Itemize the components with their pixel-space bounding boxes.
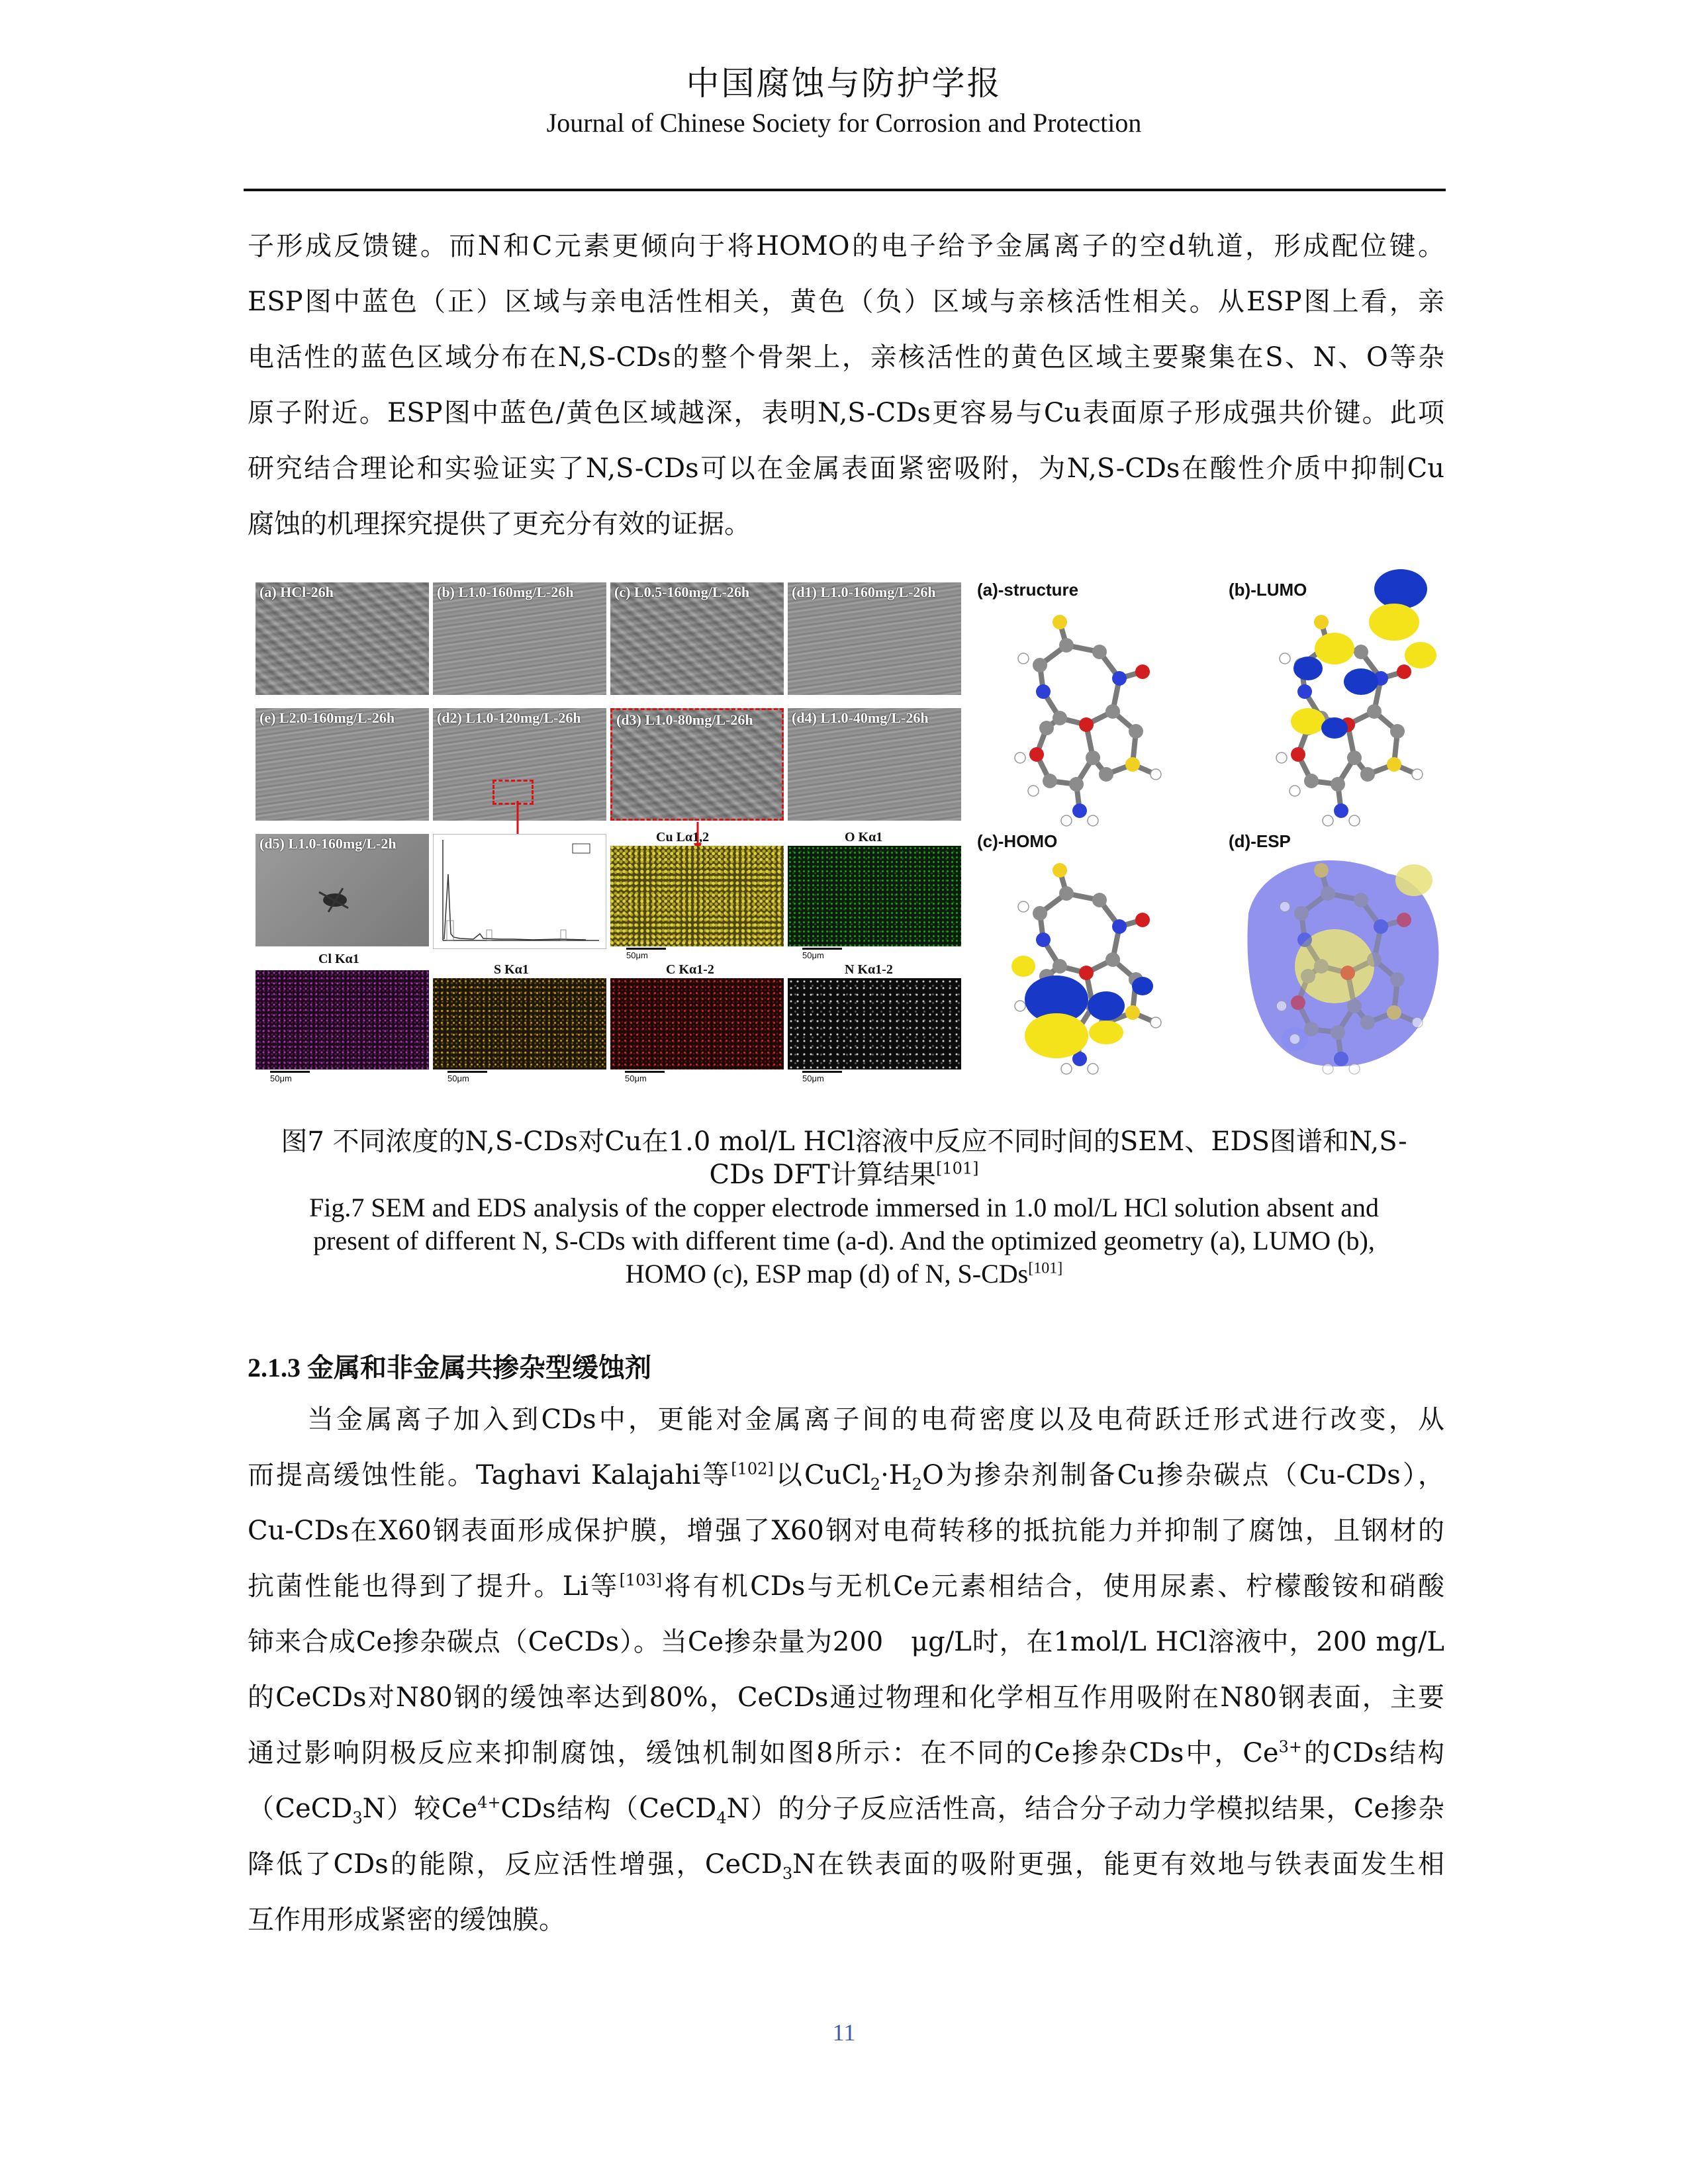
- text-line: 而提高缓蚀性能。Taghavi Kalajahi等[102]以$CuCl_2\cdot H_2O$为掺杂剂制备Cu掺杂碳点（Cu-CDs），: [248, 1459, 1444, 1494]
- text-line: 电活性的蓝色区域分布在N,S-CDs的整个骨架上，亲核活性的黄色区域主要聚集在S、N、O等杂: [248, 342, 1444, 373]
- text-line: 降低了CDs的能隙，反应活性增强，CeCD$_3$N在铁表面的吸附更强，能更有效地与铁表面发生相: [248, 1849, 1444, 1883]
- caption-en-text: HOMO (c), ESP map (d) of N, S-CDs: [625, 1259, 1029, 1289]
- caption-cn-line: 图7 不同浓度的N,S-CDs对Cu在1.0 mol/L HCl溶液中反应不同时间的SEM、EDS图谱和N,S-: [281, 1126, 1407, 1157]
- eds-spectrum: [433, 834, 606, 949]
- map-title-o: O Kα1: [845, 830, 883, 844]
- panel-label: (d5) L1.0-160mg/L-2h: [259, 835, 397, 852]
- caption-cn-text: CDs DFT计算结果: [709, 1160, 936, 1190]
- surface-defect: [256, 834, 429, 946]
- caption-en-line: [0, 1257, 1688, 1291]
- text-line: ESP图中蓝色（正）区域与亲电活性相关，黄色（负）区域与亲核活性相关。从ESP图上看，亲: [248, 287, 1444, 317]
- map-title-cl: Cl Kα1: [318, 952, 359, 966]
- text-line: 互作用形成紧密的缓蚀膜。: [248, 1905, 565, 1935]
- map-title-s: S Kα1: [494, 962, 529, 977]
- text-line: 铈来合成Ce掺杂碳点（CeCDs）。当Ce掺杂量为200 μg/L时，在1mol/L HCl溶液中，200 mg/L: [248, 1627, 1444, 1657]
- scale-bar: 50μm: [626, 948, 666, 960]
- section-heading: 2.1.3 金属和非金属共掺杂型缓蚀剂: [248, 1353, 651, 1383]
- map-title-c: C Kα1-2: [666, 962, 714, 977]
- scale-bar: 50μm: [802, 948, 842, 960]
- panel-label: (d4) L1.0-40mg/L-26h: [792, 709, 929, 726]
- citation: [102]: [731, 1459, 774, 1479]
- sem-image-d5: [256, 834, 429, 946]
- caption-reference: [101]: [1028, 1259, 1063, 1277]
- caption-en-line: Fig.7 SEM and EDS analysis of the copper electrode immersed in 1.0 mol/L HCl solution absent and: [308, 1193, 1380, 1222]
- mol-label-homo: (c)-HOMO: [977, 831, 1058, 851]
- text-line: （CeCD$_3$N）较$Ce^{4+}CDs$结构（CeCD$_4$N）的分子反应活性高，结合分子动力学模拟结果，Ce掺杂: [248, 1793, 1444, 1827]
- eds-map-cu: [610, 846, 784, 946]
- text-line: 通过影响阴极反应来抑制腐蚀，缓蚀机制如图8所示：在不同的Ce掺杂CDs中，$Ce^{3+}$的CDs结构: [248, 1737, 1444, 1768]
- page-number: 11: [832, 2019, 856, 2046]
- map-title-cu: Cu Lα1,2: [656, 830, 710, 844]
- panel-label: (b) L1.0-160mg/L-26h: [437, 584, 574, 600]
- text-line: 的CeCDs对N80钢的缓蚀率达到80%，CeCDs通过物理和化学相互作用吸附在N80钢表面，主要: [248, 1682, 1444, 1713]
- panel-label: (c) L0.5-160mg/L-26h: [614, 584, 750, 600]
- paragraph-2: [248, 1392, 1444, 1948]
- panel-label: (d3) L1.0-80mg/L-26h: [616, 711, 753, 728]
- eds-map-o: [788, 846, 961, 946]
- text-line: 当金属离子加入到CDs中，更能对金属离子间的电荷密度以及电荷跃迁形式进行改变，从: [307, 1404, 1444, 1435]
- paragraph-1: [248, 218, 1444, 552]
- molecule-homo: [1011, 863, 1161, 1074]
- caption-cn-line: [0, 1158, 1688, 1191]
- eds-map-s: [433, 978, 606, 1069]
- journal-title-cn: 中国腐蚀与防护学报: [686, 64, 1002, 103]
- journal-title-en: Journal of Chinese Society for Corrosion and Protection: [546, 108, 1142, 138]
- molecule-lumo: [1276, 569, 1436, 826]
- text-line: 研究结合理论和实验证实了N,S-CDs可以在金属表面紧密吸附，为N,S-CDs在酸性介质中抑制Cu: [248, 453, 1444, 484]
- text-line: 原子附近。ESP图中蓝色/黄色区域越深，表明N,S-CDs更容易与Cu表面原子形成强共价键。此项: [248, 398, 1444, 428]
- panel-label: (d1) L1.0-160mg/L-26h: [792, 584, 936, 600]
- mol-label-esp: (d)-ESP: [1229, 831, 1291, 851]
- caption-reference: [101]: [935, 1159, 979, 1178]
- panel-label: (d2) L1.0-120mg/L-26h: [437, 709, 581, 726]
- panel-label: (a) HCl-26h: [259, 584, 334, 600]
- header-divider: [244, 189, 1446, 191]
- text-line: Cu-CDs在X60钢表面形成保护膜，增强了X60钢对电荷转移的抵抗能力并抑制了腐蚀，且钢材的: [248, 1516, 1444, 1546]
- eds-map-n: [788, 978, 961, 1069]
- molecule-structure: [1015, 615, 1161, 826]
- text-line: 抗菌性能也得到了提升。Li等[103]将有机CDs与无机Ce元素相结合，使用尿素、柠檬酸铵和硝酸: [248, 1570, 1444, 1602]
- panel-label: (e) L2.0-160mg/L-26h: [259, 709, 395, 726]
- figure-caption: [0, 1125, 1688, 1291]
- scale-bar: 50μm: [625, 1071, 665, 1083]
- scale-bar: 50μm: [447, 1071, 487, 1083]
- molecule-esp: [1247, 860, 1438, 1074]
- eds-spectrum-plot: [434, 835, 606, 948]
- map-title-n: N Kα1-2: [845, 962, 893, 977]
- figure-7: [256, 569, 1450, 1092]
- mol-label-structure: (a)-structure: [977, 580, 1079, 600]
- eds-map-cl: [256, 970, 429, 1069]
- scale-bar: 50μm: [802, 1071, 842, 1083]
- citation: [103]: [619, 1570, 663, 1590]
- eds-map-c: [610, 978, 784, 1069]
- dft-molecule-panels: [964, 569, 1450, 1092]
- scale-bar: 50μm: [270, 1071, 310, 1083]
- mol-label-lumo: (b)-LUMO: [1229, 580, 1307, 600]
- text-line: 腐蚀的机理探究提供了更充分有效的证据。: [248, 509, 751, 539]
- caption-en-line: present of different N, S-CDs with different time (a-d). And the optimized geometry (a), LUMO (b),: [313, 1226, 1375, 1255]
- text-line: 子形成反馈键。而N和C元素更倾向于将HOMO的电子给予金属离子的空d轨道，形成配位键。: [248, 231, 1444, 261]
